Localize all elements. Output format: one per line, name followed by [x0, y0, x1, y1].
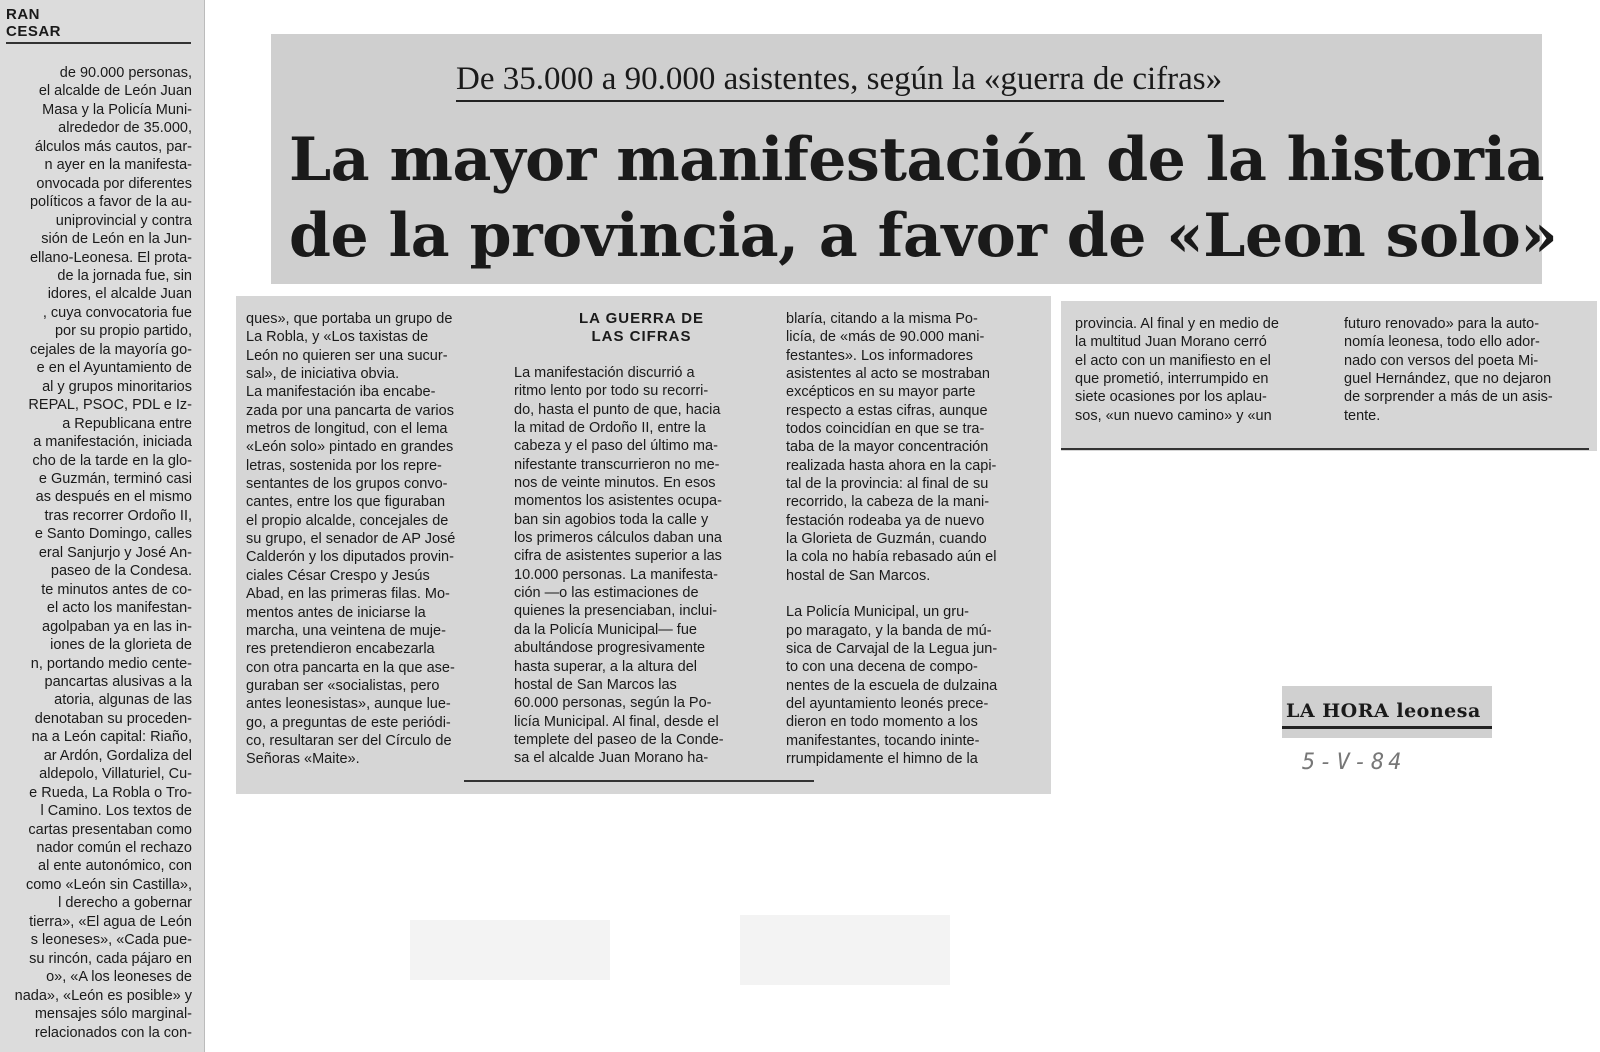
text-line: mentos antes de iniciarse la	[246, 604, 426, 621]
text-line: hostal de San Marcos.	[786, 567, 931, 584]
left-column-text	[0, 64, 192, 1042]
text-line: mensajes sólo marginal-	[34, 1006, 192, 1023]
left-column-header	[6, 6, 191, 44]
text-line: tras recorrer Ordoño II,	[44, 507, 192, 524]
text-line: 10.000 personas. La manifesta-	[514, 566, 718, 583]
text-line: la multitud Juan Morano cerró	[1075, 334, 1267, 351]
text-line: sa el alcalde Juan Morano ha-	[514, 750, 709, 767]
text-line: paseo de la Condesa.	[50, 563, 192, 580]
text-line: e en el Ayuntamiento de	[36, 360, 192, 377]
text-line: 60.000 personas, según la Po-	[514, 695, 712, 712]
text-line: como «León sin Castilla»,	[25, 876, 192, 893]
text-line: cartas presentaban como	[28, 821, 192, 838]
text-line: Masa y la Policía Muni-	[42, 101, 192, 118]
article-continuation	[1061, 301, 1597, 451]
text-line: alrededor de 35.000,	[58, 120, 192, 137]
text-line: Señoras «Maite».	[246, 751, 360, 768]
text-line: sica de Carvajal de la Legua jun-	[786, 640, 998, 657]
section-heading-line: LA GUERRA DE	[578, 310, 705, 327]
text-line: la Glorieta de Guzmán, cuando	[786, 531, 987, 548]
text-line	[786, 585, 1041, 603]
text-line: nada», «León es posible» y	[14, 987, 192, 1004]
text-line: ciales César Crespo y Jesús	[246, 567, 430, 584]
text-line: manifestantes, tocando ininte-	[786, 732, 980, 749]
text-line: la mitad de Ordoño II, entre la	[514, 420, 706, 437]
text-line: políticos a favor de la au-	[29, 194, 192, 211]
text-line: iones de la glorieta de	[50, 637, 192, 654]
column-rule	[464, 780, 814, 782]
text-line: sos, «un nuevo camino» y «un	[1075, 407, 1272, 424]
text-line: to con una decena de compo-	[786, 659, 978, 676]
text-line: cantes, entre los que figuraban	[246, 494, 446, 511]
article-body	[236, 296, 1051, 794]
text-line: e Rueda, La Robla o Tro-	[29, 784, 192, 801]
text-line: su rincón, cada pájaro en	[29, 950, 192, 967]
text-line: recorrido, la cabeza de la mani-	[786, 494, 990, 511]
text-line: da la Policía Municipal— fue	[514, 621, 697, 638]
text-line: REPAL, PSOC, PDL e Iz-	[28, 397, 192, 414]
text-line: relacionados con la con-	[34, 1024, 192, 1041]
article-column-1	[246, 310, 498, 769]
text-line: po maragato, y la banda de mú-	[786, 622, 992, 639]
text-line: do, hasta el punto de que, hacia	[514, 401, 721, 418]
text-line: nifestante transcurrieron no me-	[514, 456, 720, 473]
text-line: cifra de asistentes superior a las	[514, 548, 722, 565]
text-line: ción —o las estimaciones de	[514, 585, 699, 602]
text-line: pancartas alusivas a la	[44, 673, 192, 690]
text-line: uniprovincial y contra	[55, 212, 192, 229]
section-heading-line: LAS CIFRAS	[591, 328, 692, 345]
text-line: l derecho a gobernar	[58, 895, 192, 912]
text-line: co, resultaran ser del Círculo de	[246, 732, 452, 749]
text-line: con otra pancarta en la que ase-	[246, 659, 455, 676]
text-line: sentantes de los grupos convo-	[246, 476, 448, 493]
text-line: nentes de la escuela de dulzaina	[786, 677, 998, 694]
text-line: denotaban su proceden-	[34, 710, 192, 727]
text-line: aldepolo, Villaturiel, Cu-	[39, 766, 192, 783]
text-line: templete del paseo de la Conde-	[514, 731, 724, 748]
text-line: marcha, una veintena de muje-	[246, 622, 446, 639]
text-line: nomía leonesa, todo ello ador-	[1344, 334, 1540, 351]
text-line: futuro renovado» para la auto-	[1344, 316, 1540, 332]
text-line: sión de León en la Jun-	[41, 231, 192, 248]
text-line: la cola no había rebasado aún el	[786, 549, 997, 566]
text-line: álculos más cautos, par-	[34, 138, 192, 155]
text-line: tal de la provincia: al final de su	[786, 476, 989, 493]
text-line: nado con versos del poeta Mi-	[1344, 352, 1539, 369]
text-line: nador común el rechazo	[36, 840, 192, 857]
text-line: del ayuntamiento leonés prece-	[786, 695, 989, 712]
text-line: cho de la tarde en la glo-	[32, 452, 192, 469]
text-line: licía, de «más de 90.000 mani-	[786, 329, 985, 346]
text-line: al y grupos minoritarios	[42, 378, 192, 395]
text-line: atoria, algunas de las	[54, 692, 192, 709]
text-line: ritmo lento por todo su recorri-	[514, 383, 709, 400]
headline-line: La mayor manifestación de la historia	[289, 125, 1544, 195]
article-column-2	[514, 310, 769, 768]
text-line: todos coincidían en que se tra-	[786, 421, 985, 438]
text-line: por su propio partido,	[54, 323, 192, 340]
article-column-5	[1344, 315, 1592, 425]
text-line: guraban ser «socialistas, pero	[246, 677, 440, 694]
text-line: go, a preguntas de este periódi-	[246, 714, 451, 731]
text-line: res pretendieron encabezarla	[246, 641, 435, 658]
text-line: momentos los asistentes ocupa-	[514, 493, 722, 510]
text-line: su grupo, el senador de AP José	[246, 531, 456, 548]
text-line: agolpaban ya en las in-	[42, 618, 192, 635]
text-line: , cuya convocatoria fue	[42, 304, 192, 321]
text-line: siete ocasiones por los aplau-	[1075, 389, 1267, 406]
text-line: e Guzmán, terminó casi	[38, 470, 192, 487]
text-line: antes leonesistas», aunque lue-	[246, 696, 451, 713]
text-line: cabeza y el paso del último ma-	[514, 438, 718, 455]
article-column-2-text	[514, 364, 769, 768]
text-line: provincia. Al final y en medio de	[1075, 316, 1279, 332]
text-line: n, portando medio cente-	[30, 655, 192, 672]
text-line: taba de la mayor concentración	[786, 439, 989, 456]
newspaper-masthead	[1282, 686, 1492, 738]
text-line: La manifestación discurrió a	[514, 365, 695, 381]
text-line: el acto con un manifiesto en el	[1075, 352, 1271, 369]
text-line: tente.	[1344, 407, 1381, 424]
text-line: letras, sostenida por los repre-	[246, 457, 442, 474]
paper-smudge	[410, 920, 610, 980]
text-line: al ente autonómico, con	[38, 858, 192, 875]
text-line: de la jornada fue, sin	[57, 267, 192, 284]
text-line: el propio alcalde, concejales de	[246, 512, 449, 529]
article-column-3	[786, 310, 1041, 768]
text-line: que prometió, interrumpido en	[1075, 371, 1269, 388]
text-line: blaría, citando a la misma Po-	[786, 311, 978, 327]
text-line: respecto a estas cifras, aunque	[786, 402, 988, 419]
text-line: el alcalde de León Juan	[38, 83, 192, 100]
text-line: La Policía Municipal, un gru-	[786, 604, 969, 621]
text-line: cejales de la mayoría go-	[30, 341, 192, 358]
text-line: León no quieren ser una sucur-	[246, 347, 448, 364]
headline-line: de la provincia, a favor de «Leon solo»	[289, 201, 1558, 271]
text-line: de sorprender a más de un asis-	[1344, 389, 1553, 406]
text-line: Calderón y los diputados provin-	[246, 549, 454, 566]
masthead-label: LA HORA leonesa	[1286, 700, 1481, 722]
left-header-line: CESAR	[6, 23, 62, 40]
text-line: nos de veinte minutos. En esos	[514, 475, 716, 492]
text-line: n ayer en la manifesta-	[44, 157, 192, 174]
text-line: rrumpidamente el himno de la	[786, 750, 978, 767]
text-line: excépticos en su mayor parte	[786, 384, 976, 401]
text-line: de 90.000 personas,	[59, 65, 192, 81]
column-rule	[1061, 448, 1589, 450]
headline	[289, 122, 1558, 274]
text-line: hostal de San Marcos las	[514, 676, 677, 693]
text-line: s leoneses», «Cada pue-	[30, 932, 192, 949]
text-line: ellano-Leonesa. El prota-	[29, 249, 192, 266]
text-line: a manifestación, iniciada	[33, 434, 192, 451]
text-line: realizada hasta ahora en la capi-	[786, 457, 997, 474]
text-line: idores, el alcalde Juan	[47, 286, 192, 303]
text-line: ban sin agobios toda la calle y	[514, 511, 709, 528]
text-line: l Camino. Los textos de	[40, 803, 192, 820]
text-line: as después en el mismo	[35, 489, 192, 506]
text-line: La manifestación iba encabe-	[246, 384, 436, 401]
text-line: e Santo Domingo, calles	[34, 526, 192, 543]
text-line: te minutos antes de co-	[41, 581, 192, 598]
left-header-line: RAN	[6, 6, 40, 23]
text-line: zada por una pancarta de varios	[246, 402, 454, 419]
text-line: dieron en todo momento a los	[786, 714, 978, 731]
text-line: eral Sanjurjo y José An-	[38, 544, 192, 561]
text-line: ques», que portaba un grupo de	[246, 311, 453, 327]
text-line: festantes». Los informadores	[786, 347, 973, 364]
masthead-rule	[1282, 726, 1492, 729]
text-line: quienes la presenciaban, inclui-	[514, 603, 718, 620]
text-line: a Republicana entre	[62, 415, 192, 432]
headline-block	[271, 34, 1558, 284]
article-column-4	[1075, 315, 1330, 425]
text-line: «León solo» pintado en grandes	[246, 439, 454, 456]
paper-smudge	[740, 915, 950, 985]
text-line: onvocada por diferentes	[36, 175, 192, 192]
text-line: hasta superar, a la altura del	[514, 658, 697, 675]
text-line: abultándose progresivamente	[514, 640, 706, 657]
text-line: na a León capital: Riaño,	[31, 729, 192, 746]
text-line: metros de longitud, con el lema	[246, 421, 448, 438]
text-line: o», «A los leoneses de	[46, 969, 192, 986]
text-line: festación rodeaba ya de nuevo	[786, 512, 985, 529]
text-line: guel Hernández, que no dejaron	[1344, 371, 1552, 388]
text-line: tierra», «El agua de León	[29, 913, 192, 930]
text-line: La Robla, y «Los taxistas de	[246, 329, 429, 346]
section-heading	[514, 310, 769, 346]
text-line: asistentes al acto se mostraban	[786, 366, 990, 383]
subheadline: De 35.000 a 90.000 asistentes, según la «guerra de cifras»	[456, 60, 1224, 102]
left-column-clipping	[0, 0, 205, 1052]
text-line: el acto los manifestan-	[46, 600, 192, 617]
handwritten-date: 5-V-84	[1302, 750, 1406, 775]
text-line: licía Municipal. Al final, desde el	[514, 713, 719, 730]
text-line: Abad, en las primeras filas. Mo-	[246, 586, 450, 603]
text-line: sal», de iniciativa obvia.	[246, 366, 400, 383]
text-line: ar Ardón, Gordaliza del	[43, 747, 192, 764]
text-line: los primeros cálculos daban una	[514, 530, 722, 547]
